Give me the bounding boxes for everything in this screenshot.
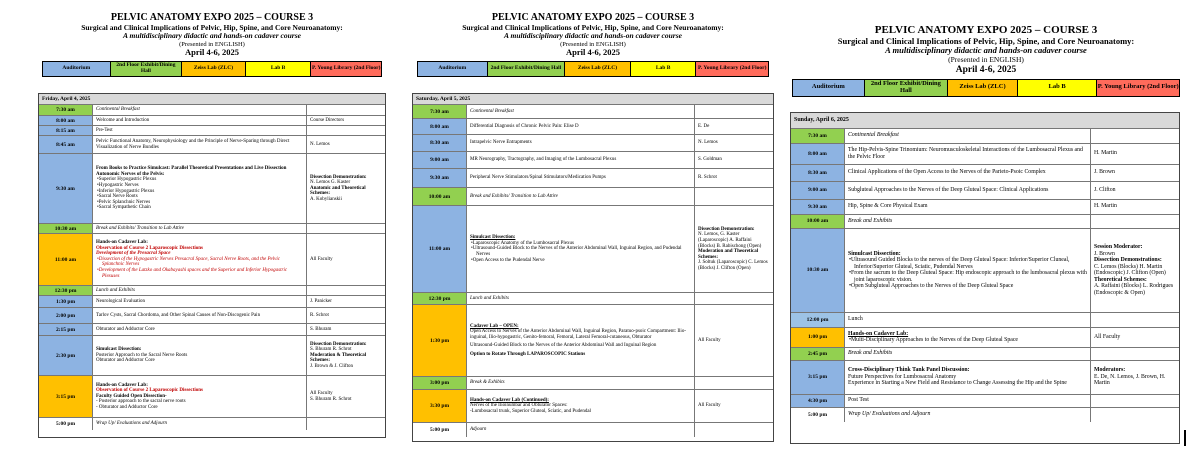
table-row bbox=[791, 328, 1179, 348]
session-cell: Break and Exhibits/ Transition to Lab Attire bbox=[93, 224, 307, 233]
table-row bbox=[39, 105, 385, 116]
legend-library: P. Young Library (2nd Floor) bbox=[696, 62, 768, 76]
session-cell bbox=[845, 229, 1091, 312]
course-subtitle: Surgical and Clinical Implications of Pelvic, Hip, Spine, and Core Neuroanatomy: bbox=[462, 22, 724, 32]
faculty-cell bbox=[307, 126, 385, 135]
session-cell: MR Neurography, Tractography, and Imaging of the Lumbosacral Plexus bbox=[467, 152, 695, 168]
faculty-names: S. Bhuram R. Schrot bbox=[310, 396, 352, 402]
faculty-cell: E. De bbox=[698, 123, 710, 129]
faculty-cell bbox=[307, 376, 385, 417]
faculty-names: All Faculty bbox=[310, 391, 333, 397]
session-cell: Neurological Evaluation bbox=[93, 296, 307, 307]
legend-zeiss-lab: Zeiss Lab (ZLC) bbox=[948, 80, 1018, 96]
bullet-item: • Hypogastric Nerves bbox=[96, 183, 303, 189]
session-cell bbox=[93, 376, 307, 417]
bullet-item: • Ultrasound-Guided Block to the Nerves of the Anterior Abdominal Wall, Inguinal Region, and Pudendal Nerves bbox=[470, 246, 691, 257]
table-row bbox=[413, 135, 773, 152]
table-row bbox=[791, 182, 1179, 200]
session-cell: Adjourn bbox=[467, 423, 695, 437]
bullet-item: • Open Access to the Pudendal Nerve bbox=[470, 258, 691, 264]
faculty-cell: J. Clifton bbox=[1094, 186, 1116, 193]
session-line: Posterior Approach to the Sacral Nerve Roots bbox=[96, 352, 188, 358]
faculty-role: Dissection Demonstration: bbox=[310, 341, 367, 347]
course-language: (Presented in ENGLISH) bbox=[179, 40, 245, 48]
faculty-role: Dissection Demonstration: bbox=[698, 226, 755, 232]
time-cell: 3:00 pm bbox=[413, 377, 467, 389]
time-cell: 1:30 pm bbox=[39, 296, 93, 307]
session-title: Simulcast Dissection: bbox=[470, 235, 516, 241]
faculty-role: Dissection Demonstration: bbox=[310, 174, 367, 180]
session-cell: Peripheral Nerve Stimulators/Spinal Stimulators/Medication Pumps bbox=[467, 169, 695, 187]
bullet-item: • Superior Hypogastric Plexus bbox=[96, 177, 303, 183]
time-cell: 7:30 am bbox=[791, 129, 845, 143]
session-line: Obturator and Adductor Core bbox=[96, 358, 155, 364]
faculty-cell: S. Goldman bbox=[698, 157, 722, 163]
table-row bbox=[791, 313, 1179, 328]
faculty-cell: R. Schrot bbox=[698, 175, 717, 181]
session-note: Observation of Course 2 Laparoscopic Dissections bbox=[96, 245, 203, 251]
faculty-cell bbox=[307, 336, 385, 375]
time-cell: 2:45 pm bbox=[791, 348, 845, 360]
time-cell: 12:00 pm bbox=[791, 313, 845, 327]
time-cell: 2:15 pm bbox=[39, 324, 93, 335]
table-row bbox=[413, 377, 773, 390]
faculty-cell bbox=[307, 418, 385, 430]
session-cell: Hip, Spine & Core Physical Exam bbox=[845, 200, 1091, 214]
table-row bbox=[413, 390, 773, 423]
session-cell: Wrap Up/ Evaluations and Adjourn bbox=[93, 418, 307, 430]
session-line: Open Access to Nerves of the Anterior Abdominal Wall, Inguinal Region, Paratuo-psoic Compartment: Ilio-inguinal, Ilio-hypogastric, Genito-femoral, Femoral, Lateral Femoral-cutaneous, Obturator bbox=[470, 329, 686, 340]
session-cell: Continental Breakfast bbox=[845, 129, 1091, 143]
faculty-cell bbox=[1091, 229, 1179, 312]
bullet-item: • Ultrasound Guided Blocks to the nerves of the Deep Gluteal Space: Inferior/Superior Cluneal, Inferior/Superior Gluteal, Sciatic, Pudendal Nerves bbox=[848, 257, 1087, 270]
course-dates: April 4-6, 2025 bbox=[565, 47, 621, 58]
faculty-cell: H. Martin bbox=[1094, 203, 1117, 210]
faculty-cell: All Faculty bbox=[310, 256, 333, 262]
faculty-cell: S. Bhuram bbox=[310, 326, 332, 332]
room-legend bbox=[792, 79, 1180, 97]
time-cell: 8:15 am bbox=[39, 126, 93, 135]
session-cell bbox=[93, 336, 307, 375]
faculty-role: Moderation and Theoretical Schemes: bbox=[698, 249, 759, 260]
legend-lab-b: Lab B bbox=[631, 62, 697, 76]
session-cell: Pelvic Functional Anatomy, Neurophysiology and the Principle of Nerve-Sparing through Direct Visualization of Nerve Bundles bbox=[93, 136, 307, 153]
page-header bbox=[790, 24, 1182, 76]
faculty-cell bbox=[1091, 215, 1179, 228]
day-heading: Sunday, April 6, 2025 bbox=[791, 113, 1179, 129]
time-cell: 12:30 pm bbox=[39, 286, 93, 295]
faculty-cell: H. Martin bbox=[1094, 150, 1117, 157]
day-heading: Friday, April 4, 2025 bbox=[39, 94, 385, 105]
sunday-schedule-table bbox=[790, 112, 1180, 444]
table-row bbox=[791, 408, 1179, 422]
course-title: PELVIC ANATOMY EXPO 2025 – COURSE 3 bbox=[874, 24, 1098, 36]
table-row bbox=[39, 234, 385, 286]
table-row bbox=[39, 308, 385, 324]
time-cell: 11:00 am bbox=[39, 234, 93, 285]
faculty-names: N. Lemos G. Kaster bbox=[310, 180, 351, 186]
session-title: Hands-on Cadaver Lab: bbox=[96, 240, 148, 246]
table-row bbox=[791, 348, 1179, 361]
faculty-cell bbox=[695, 188, 773, 205]
faculty-names: J. Brown & J. Clifton bbox=[310, 364, 354, 370]
time-cell: 3:15 pm bbox=[39, 376, 93, 417]
course-title: PELVIC ANATOMY EXPO 2025 – COURSE 3 bbox=[491, 12, 695, 23]
table-row bbox=[39, 154, 385, 224]
faculty-role: Anatomic and Theoretical Schemes: bbox=[310, 185, 366, 197]
time-cell: 9:30 am bbox=[413, 169, 467, 187]
saturday-schedule-table bbox=[412, 93, 774, 442]
session-cell: Subgluteal Approaches to the Nerves of the Deep Gluteal Space: Clinical Applications bbox=[845, 182, 1091, 199]
faculty-role: Dissection Demonstrations: bbox=[1094, 257, 1162, 264]
time-cell: 2:30 pm bbox=[39, 336, 93, 375]
legend-exhibit-hall: 2nd Floor Exhibit/Dining Hall bbox=[111, 62, 183, 76]
time-cell: 3:15 pm bbox=[791, 361, 845, 394]
table-row bbox=[413, 169, 773, 188]
legend-exhibit-hall: 2nd Floor Exhibit/Dining Hall bbox=[865, 80, 949, 96]
course-subtitle: Surgical and Clinical Implications of Pelvic, Hip, Spine, and Core Neuroanatomy: bbox=[81, 22, 343, 32]
faculty-cell: All Faculty bbox=[698, 403, 721, 409]
table-row bbox=[791, 215, 1179, 229]
faculty-cell: J. Panicker bbox=[310, 298, 332, 304]
table-row bbox=[39, 418, 385, 430]
legend-auditorium: Auditorium bbox=[418, 62, 488, 76]
faculty-names: S. Bhuram R. Schrot bbox=[310, 347, 352, 353]
session-title: Hands-on Cadaver Lab: bbox=[96, 382, 148, 388]
legend-lab-b: Lab B bbox=[1018, 80, 1098, 96]
time-cell: 5:00 pm bbox=[791, 408, 845, 422]
time-cell: 9:00 am bbox=[791, 182, 845, 199]
faculty-role: Moderation & Theoretical Schemes: bbox=[310, 352, 367, 364]
table-row bbox=[39, 224, 385, 234]
time-cell: 7:30 am bbox=[413, 105, 467, 118]
session-cell bbox=[467, 390, 695, 422]
table-row bbox=[413, 305, 773, 377]
session-cell: Continental Breakfast bbox=[93, 105, 307, 115]
table-row bbox=[791, 395, 1179, 408]
table-row bbox=[413, 152, 773, 169]
faculty-names: E. De, N. Lemos, J. Brown, H. Martin bbox=[1094, 373, 1166, 387]
session-cell: Intrapelvic Nerve Entrapments bbox=[467, 135, 695, 151]
faculty-cell bbox=[307, 286, 385, 295]
legend-exhibit-hall: 2nd Floor Exhibit/Dining Hall bbox=[488, 62, 566, 76]
session-cell: Break & Exhibits bbox=[467, 377, 695, 389]
faculty-cell bbox=[1091, 348, 1179, 360]
session-cell: Lunch bbox=[845, 313, 1091, 327]
table-row bbox=[413, 105, 773, 119]
table-row bbox=[413, 119, 773, 135]
session-cell: The Hip-Pelvis-Spine Trinomium: Neuromusculoskeletal Interactions of the Lumbosacral Plexus and the Pelvic Floor bbox=[845, 144, 1091, 164]
faculty-cell bbox=[695, 105, 773, 118]
time-cell: 8:00 am bbox=[413, 119, 467, 134]
faculty-names: J. Brown bbox=[1094, 250, 1115, 257]
bullet-item: • Dissection of the Hypogastric Nerves Presacral Space, Sacral Nerve Roots, and the Pelvic Splanchnic Nerves bbox=[96, 257, 303, 268]
course-tagline: A multidisciplinary didactic and hands-on cadaver course bbox=[504, 31, 682, 41]
table-row bbox=[791, 144, 1179, 165]
session-cell: Lunch and Exhibits bbox=[467, 293, 695, 304]
time-cell: 9:30 am bbox=[791, 200, 845, 214]
time-cell: 5:00 pm bbox=[413, 423, 467, 437]
session-cell bbox=[845, 361, 1091, 394]
session-title: Cadaver Lab – OPEN: bbox=[470, 323, 519, 329]
faculty-cell bbox=[1091, 129, 1179, 143]
session-cell bbox=[93, 234, 307, 285]
course-tagline: A multidisciplinary didactic and hands-on cadaver course bbox=[123, 31, 301, 41]
page-header bbox=[412, 12, 774, 58]
bullet-item: • Development of the Latzko and Okabayashi spaces and the Superior and Inferior Hypogastric Plexuses bbox=[96, 268, 303, 279]
time-cell: 9:00 am bbox=[413, 152, 467, 168]
faculty-cell: All Faculty bbox=[698, 337, 721, 343]
table-row bbox=[39, 376, 385, 418]
table-row bbox=[791, 229, 1179, 313]
session-cell bbox=[93, 154, 307, 223]
faculty-cell: N. Lemos bbox=[310, 141, 330, 147]
room-legend bbox=[42, 61, 382, 77]
time-cell: 8:00 am bbox=[39, 116, 93, 125]
time-cell: 4:30 pm bbox=[791, 395, 845, 407]
time-cell: 7:30 am bbox=[39, 105, 93, 115]
session-cell: Break and Exhibits/ Transition to Lab Attire bbox=[467, 188, 695, 205]
session-line: - Obturator and Adductor Core bbox=[96, 405, 158, 411]
session-title: Hands-on Cadaver Lab: bbox=[848, 330, 909, 337]
legend-zeiss-lab: Zeiss Lab (ZLC) bbox=[182, 62, 246, 76]
time-cell: 8:00 am bbox=[791, 144, 845, 164]
table-row bbox=[39, 136, 385, 154]
session-cell: Lunch and Exhibits bbox=[93, 286, 307, 295]
table-row bbox=[39, 126, 385, 136]
faculty-cell bbox=[1091, 395, 1179, 407]
day-heading: Saturday, April 5, 2025 bbox=[413, 94, 773, 105]
faculty-cell: N. Lemos bbox=[698, 140, 718, 146]
faculty-cell bbox=[307, 105, 385, 115]
time-cell: 8:30 am bbox=[413, 135, 467, 151]
session-title: Hands-on Cadaver Lab (Continued): bbox=[470, 397, 549, 403]
course-title: PELVIC ANATOMY EXPO 2025 – COURSE 3 bbox=[110, 12, 314, 23]
faculty-role: Moderators: bbox=[1094, 367, 1126, 374]
table-row bbox=[39, 116, 385, 126]
faculty-names: N. Lemos, G. Kaster (Laparoscopic) A. Raffaini (Blocks) B. Rabischong (Open) bbox=[698, 232, 762, 249]
session-cell bbox=[845, 328, 1091, 347]
table-row bbox=[791, 129, 1179, 144]
room-legend bbox=[417, 61, 769, 77]
session-line: Nerves of the Ilioinumbar and Obturator Spaces: bbox=[470, 403, 568, 409]
legend-lab-b: Lab B bbox=[246, 62, 312, 76]
legend-zeiss-lab: Zeiss Lab (ZLC) bbox=[565, 62, 631, 76]
text-cursor-mark bbox=[1184, 430, 1186, 446]
time-cell: 8:30 am bbox=[791, 165, 845, 181]
friday-schedule-table bbox=[38, 93, 386, 438]
faculty-cell: J. Brown bbox=[1094, 169, 1115, 176]
faculty-cell bbox=[307, 154, 385, 223]
time-cell: 10:00 am bbox=[791, 215, 845, 228]
course-language: (Presented in ENGLISH) bbox=[948, 55, 1024, 65]
session-title: Simulcast Dissection: bbox=[96, 347, 142, 353]
session-note: Option to Rotate Through LAPAROSCOPIC Stations bbox=[470, 352, 586, 358]
faculty-cell bbox=[695, 293, 773, 304]
session-cell bbox=[467, 305, 695, 376]
session-line: Ultrasound-Guided Block to the Nerves of the Anterior Abdominal Wall and Inguinal Region bbox=[470, 343, 657, 349]
session-title: From Books to Practice Simulcast: Parallel Theoretical Presentations and Live Dissection bbox=[96, 166, 287, 172]
time-cell: 1:30 pm bbox=[413, 305, 467, 376]
table-row bbox=[413, 423, 773, 437]
session-cell: Post Test bbox=[845, 395, 1091, 407]
time-cell: 2:00 pm bbox=[39, 308, 93, 323]
table-row bbox=[39, 296, 385, 308]
table-row bbox=[791, 361, 1179, 395]
table-row bbox=[413, 206, 773, 293]
course-language: (Presented in ENGLISH) bbox=[560, 40, 626, 48]
session-title: Cross-Disciplinary Think Tank Panel Discussion: bbox=[848, 367, 970, 374]
session-cell: Break and Exhibits bbox=[845, 348, 1091, 360]
session-cell: Break and Exhibits bbox=[845, 215, 1091, 228]
bullet-item: • From the sacrum to the Deep Gluteal Space: Hip endoscopic approach to the lumbosacral plexus with joint laparoscopic vision. bbox=[848, 270, 1087, 283]
faculty-cell bbox=[1091, 408, 1179, 422]
table-row bbox=[413, 188, 773, 206]
session-line: -Lumbosacral trunk, Superior Gluteal, Sciatic, and Pudendal bbox=[470, 408, 591, 414]
time-cell: 1:00 pm bbox=[791, 328, 845, 347]
faculty-cell: R. Schrot bbox=[310, 312, 329, 318]
session-note: Development of the Presacral Space bbox=[96, 251, 171, 257]
faculty-cell bbox=[307, 224, 385, 233]
table-row bbox=[39, 324, 385, 336]
table-row bbox=[39, 336, 385, 376]
session-cell: Obturator and Adductor Core bbox=[93, 324, 307, 335]
legend-library: P. Young Library (2nd Floor) bbox=[1097, 80, 1179, 96]
time-cell: 5:00 pm bbox=[39, 418, 93, 430]
faculty-cell: All Faculty bbox=[1094, 333, 1121, 340]
bullet-item: • Sacral Nerve Roots bbox=[96, 194, 303, 200]
table-row bbox=[39, 286, 385, 296]
faculty-cell bbox=[1091, 313, 1179, 327]
time-cell: 3:30 pm bbox=[413, 390, 467, 422]
bullet-item: • Laparoscopic Anatomy of the Lumbosacral Plexus bbox=[470, 241, 691, 247]
course-tagline: A multidisciplinary didactic and hands-on cadaver course bbox=[885, 45, 1087, 56]
time-cell: 11:00 am bbox=[413, 206, 467, 292]
faculty-names: A. Raffaini (Blocks) L. Rodrigues (Endoscopic & Open) bbox=[1094, 283, 1174, 296]
session-cell: Differential Diagnosis of Chronic Pelvic Pain: Elise D bbox=[467, 119, 695, 134]
session-cell: Wrap Up/ Evaluations and Adjourn bbox=[845, 408, 1091, 422]
faculty-cell bbox=[695, 423, 773, 437]
faculty-cell bbox=[1091, 361, 1179, 394]
faculty-cell bbox=[695, 377, 773, 389]
time-cell: 8:45 am bbox=[39, 136, 93, 153]
bullet-item: • Pelvic Splanchnic Nerves bbox=[96, 200, 303, 206]
session-note: Observation of Course 2 Laparoscopic Dissections bbox=[96, 388, 203, 394]
time-cell: 9:30 am bbox=[39, 154, 93, 223]
table-row bbox=[791, 165, 1179, 182]
faculty-names: J. Soltuk (Laparoscopic) C. Lemos (Blocks) J. Clifton (Open) bbox=[698, 260, 768, 271]
table-row bbox=[413, 293, 773, 305]
session-cell bbox=[467, 206, 695, 292]
bullet-item: • Inferior Hypogastric Plexus bbox=[96, 189, 303, 195]
bullet-item: • Multi-Disciplinary Approaches to the Nerves of the Deep Gluteal Space bbox=[848, 337, 1087, 343]
time-cell: 12:30 pm bbox=[413, 293, 467, 304]
faculty-cell: Course Directors bbox=[310, 117, 345, 123]
session-line: Experience in Starting a New Field and Resistance to Change Assessing the Hip and the Spine bbox=[848, 380, 1067, 387]
legend-library: P. Young Library (2nd Floor) bbox=[311, 62, 381, 76]
faculty-role: Theoretical Schemes: bbox=[1094, 276, 1147, 283]
faculty-names: C. Lemos (Blocks) H. Martin (Endoscopic) J. Clifton (Open) bbox=[1094, 263, 1166, 277]
course-dates: April 4-6, 2025 bbox=[955, 64, 1017, 75]
session-cell: Pre-Test bbox=[93, 126, 307, 135]
course-dates: April 4-6, 2025 bbox=[184, 47, 240, 58]
session-line: - Posterior approach to the sacral nerve roots bbox=[96, 399, 186, 405]
legend-auditorium: Auditorium bbox=[793, 80, 865, 96]
legend-auditorium: Auditorium bbox=[43, 62, 111, 76]
page-header bbox=[38, 12, 386, 58]
bullet-item: • Sacral Sympathetic Chain bbox=[96, 205, 303, 211]
time-cell: 10:00 am bbox=[413, 188, 467, 205]
session-subtitle: Faculty Guided Open Dissection- bbox=[96, 393, 167, 399]
bullet-item: • Open Subgluteal Approaches to the Nerves of the Deep Gluteal Space bbox=[848, 283, 1087, 289]
session-cell: Continental Breakfast bbox=[467, 105, 695, 118]
session-cell: Clinical Applications of the Open Access to the Nerves of the Parieto-Psoic Complex bbox=[845, 165, 1091, 181]
time-cell: 10:30 am bbox=[39, 224, 93, 233]
session-line: Future Perspectives for Lumbosacral Anatomy bbox=[848, 373, 957, 380]
session-cell: Tarlov Cysts, Sacral Chordoma, and Other Spinal Causes of Non-Discogenic Pain bbox=[93, 308, 307, 323]
time-cell: 10:30 am bbox=[791, 229, 845, 312]
faculty-role: Session Moderator: bbox=[1094, 244, 1143, 251]
faculty-cell bbox=[695, 206, 773, 292]
session-title: Simulcast Dissection: bbox=[848, 250, 901, 257]
session-cell: Welcome and Introduction bbox=[93, 116, 307, 125]
course-subtitle: Surgical and Clinical Implications of Pelvic, Hip, Spine, and Core Neuroanatomy: bbox=[837, 35, 1135, 46]
faculty-names: A. Kobylianskii bbox=[310, 197, 342, 203]
session-subtitle: Autonomic Nerves of the Pelvis: bbox=[96, 171, 165, 177]
table-row bbox=[791, 200, 1179, 215]
